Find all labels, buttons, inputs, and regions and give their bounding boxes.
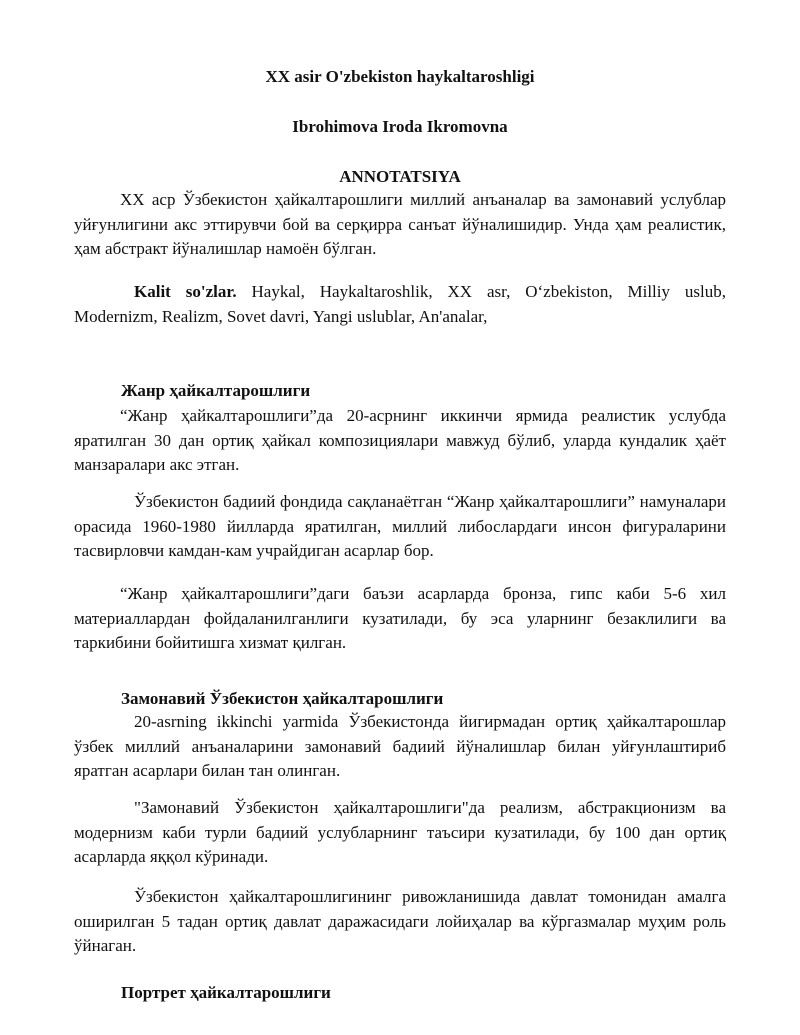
keywords-label: Kalit so'zlar. — [134, 282, 237, 301]
section-paragraph: Ўзбекистон бадиий фондида сақланаётган “Жанр ҳайкалтарошлиги” намуналари орасида 1960-1980 йилларда яратилган, миллий либослардаги инсон фигураларини тасвирловчи камдан-кам учрайдиган асарлар бор. — [74, 492, 726, 560]
section-paragraph: "Замонавий Ўзбекистон ҳайкалтарошлиги"да реализм, абстракционизм ва модернизм каби турли бадиий услубларнинг таъсири кузатилади, бу 100 дан ортиқ асарларда яққол кўринади. — [74, 798, 726, 866]
annotation-paragraph: XX аср Ўзбекистон ҳайкалтарошлиги миллий анъаналар ва замонавий услублар уйғунлигини акс эттирувчи бой ва серқирра санъат йўналишидир. Унда ҳам реалистик, ҳам абстракт йўналишлар намоён бўлган. — [74, 190, 726, 258]
keywords-text: Haykal, Haykaltaroshlik, XX asr, O‘zbekiston, Milliy uslub, Modernizm, Realizm, Sovet davri, Yangi uslublar, An'analar, — [74, 282, 726, 326]
section-heading-genre: Жанр ҳайкалтарошлиги — [121, 381, 311, 400]
section-paragraph: Ўзбекистон ҳайкалтарошлигининг ривожланишида давлат томонидан амалга оширилган 5 тадан ортиқ давлат даражасидаги лойиҳалар ва кўргазмалар муҳим роль ўйнаган. — [74, 887, 726, 955]
section-paragraph: “Жанр ҳайкалтарошлиги”да 20-асрнинг иккинчи ярмида реалистик услубда яратилган 30 дан ортиқ ҳайкал композициялари мавжуд бўлиб, уларда кундалик ҳаёт манзаралари акс этган. — [74, 406, 726, 474]
annotation-heading: ANNOTATSIYA — [339, 167, 461, 186]
section-paragraph: 20-asrning ikkinchi yarmida Ўзбекистонда йигирмадан ортиқ ҳайкалтарошлар ўзбек миллий анъаналарини замонавий бадиий йўналишлар билан уйғунлаштириб яратган асарлари билан тан олинган. — [74, 712, 726, 780]
section-heading-modern: Замонавий Ўзбекистон ҳайкалтарошлиги — [121, 689, 444, 708]
section-paragraph: “Жанр ҳайкалтарошлиги”даги баъзи асарларда бронза, гипс каби 5-6 хил материаллардан фойдаланилганлиги кузатилади, бу эса уларнинг безаклилиги ва таркибини бойитишга хизмат қилган. — [74, 584, 726, 652]
section-heading-portrait: Портрет ҳайкалтарошлиги — [121, 983, 331, 1002]
keywords-paragraph — [74, 280, 726, 329]
document-title: XX asir O'zbekiston haykaltaroshligi — [265, 67, 535, 86]
author-name: Ibrohimova Iroda Ikromovna — [292, 117, 508, 136]
